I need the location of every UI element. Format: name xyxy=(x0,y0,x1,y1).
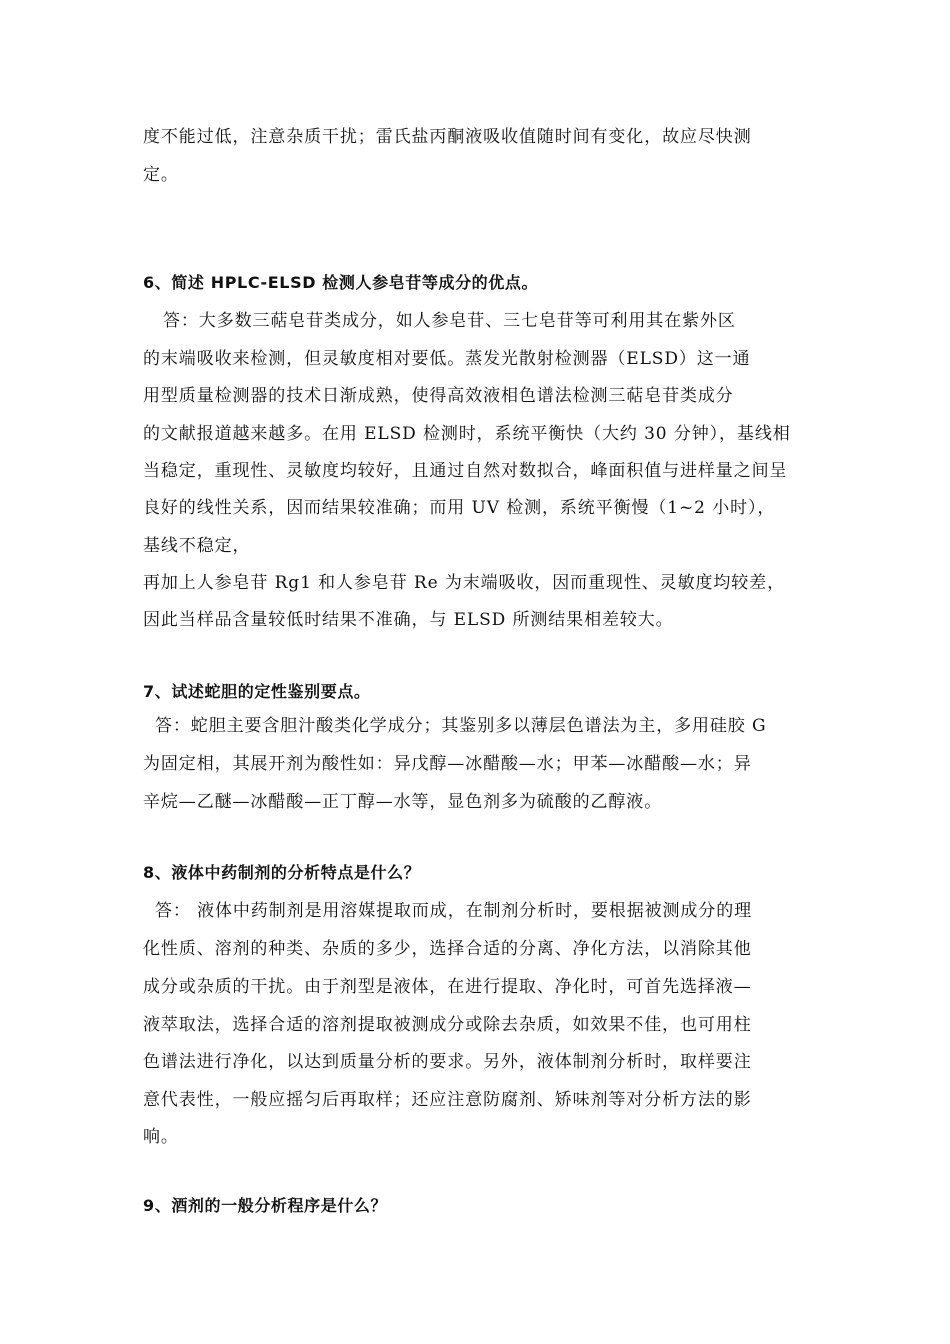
question-8-answer-line: 成分或杂质的干扰。由于剂型是液体，在进行提取、净化时，可首先选择液— xyxy=(143,977,752,997)
question-6-answer-line: 再加上人参皂苷 Rg1 和人参皂苷 Re 为末端吸收，因而重现性、灵敏度均较差， xyxy=(143,573,785,593)
question-8-answer-line: 响。 xyxy=(143,1127,179,1147)
question-9-title: 9、酒剂的一般分析程序是什么？ xyxy=(143,1196,388,1215)
question-6-answer-line: 的末端吸收来检测，但灵敏度相对要低。蒸发光散射检测器（ELSD）这一通 xyxy=(143,349,751,369)
question-7-answer-line: 为固定相，其展开剂为酸性如：异戊醇—冰醋酸—水；甲苯—冰醋酸—水；异 xyxy=(143,754,752,774)
question-8-answer-line: 意代表性，一般应摇匀后再取样；还应注意防腐剂、矫味剂等对分析方法的影 xyxy=(143,1090,752,1110)
question-6-answer-line: 答：大多数三萜皂苷类成分，如人参皂苷、三七皂苷等可利用其在紫外区 xyxy=(163,311,736,331)
question-7-title: 7、试述蛇胆的定性鉴别要点。 xyxy=(143,682,371,701)
question-8-title: 8、液体中药制剂的分析特点是什么？ xyxy=(143,863,421,882)
question-8-answer-line: 化性质、溶剂的种类、杂质的多少，选择合适的分离、净化方法，以消除其他 xyxy=(143,939,752,959)
question-6-answer-line: 基线不稳定， xyxy=(143,536,251,556)
question-8-answer-line: 液萃取法，选择合适的溶剂提取被测成分或除去杂质，如效果不佳，也可用柱 xyxy=(143,1015,752,1035)
question-6-answer-line: 用型质量检测器的技术日渐成熟，使得高效液相色谱法检测三萜皂苷类成分 xyxy=(143,386,734,406)
question-8-answer-line: 色谱法进行净化，以达到质量分析的要求。另外，液体制剂分析时，取样要注 xyxy=(143,1052,752,1072)
question-8-answer-line: 答： 液体中药制剂是用溶媒提取而成，在制剂分析时，要根据被测成分的理 xyxy=(155,901,753,921)
question-6-answer-line: 当稳定，重现性、灵敏度均较好，且通过自然对数拟合，峰面积值与进样量之间呈 xyxy=(143,461,788,481)
question-6-answer-line: 良好的线性关系，因而结果较准确；而用 UV 检测，系统平衡慢（1~2 小时）， xyxy=(143,498,776,518)
question-6-answer-line: 因此当样品含量较低时结果不准确，与 ELSD 所测结果相差较大。 xyxy=(143,610,674,630)
continuation-line: 定。 xyxy=(143,165,179,185)
question-6-title: 6、简述 HPLC-ELSD 检测人参皂苷等成分的优点。 xyxy=(143,273,539,292)
question-7-answer-line: 答：蛇胆主要含胆汁酸类化学成分；其鉴别多以薄层色谱法为主，多用硅胶 G xyxy=(155,716,767,736)
question-6-answer-line: 的文献报道越来越多。在用 ELSD 检测时，系统平衡快（大约 30 分钟），基线相 xyxy=(143,424,791,444)
continuation-line: 度不能过低，注意杂质干扰；雷氏盐丙酮液吸收值随时间有变化，故应尽快测 xyxy=(143,127,752,147)
question-7-answer-line: 辛烷—乙醚—冰醋酸—正丁醇—水等，显色剂多为硫酸的乙醇液。 xyxy=(143,792,663,812)
